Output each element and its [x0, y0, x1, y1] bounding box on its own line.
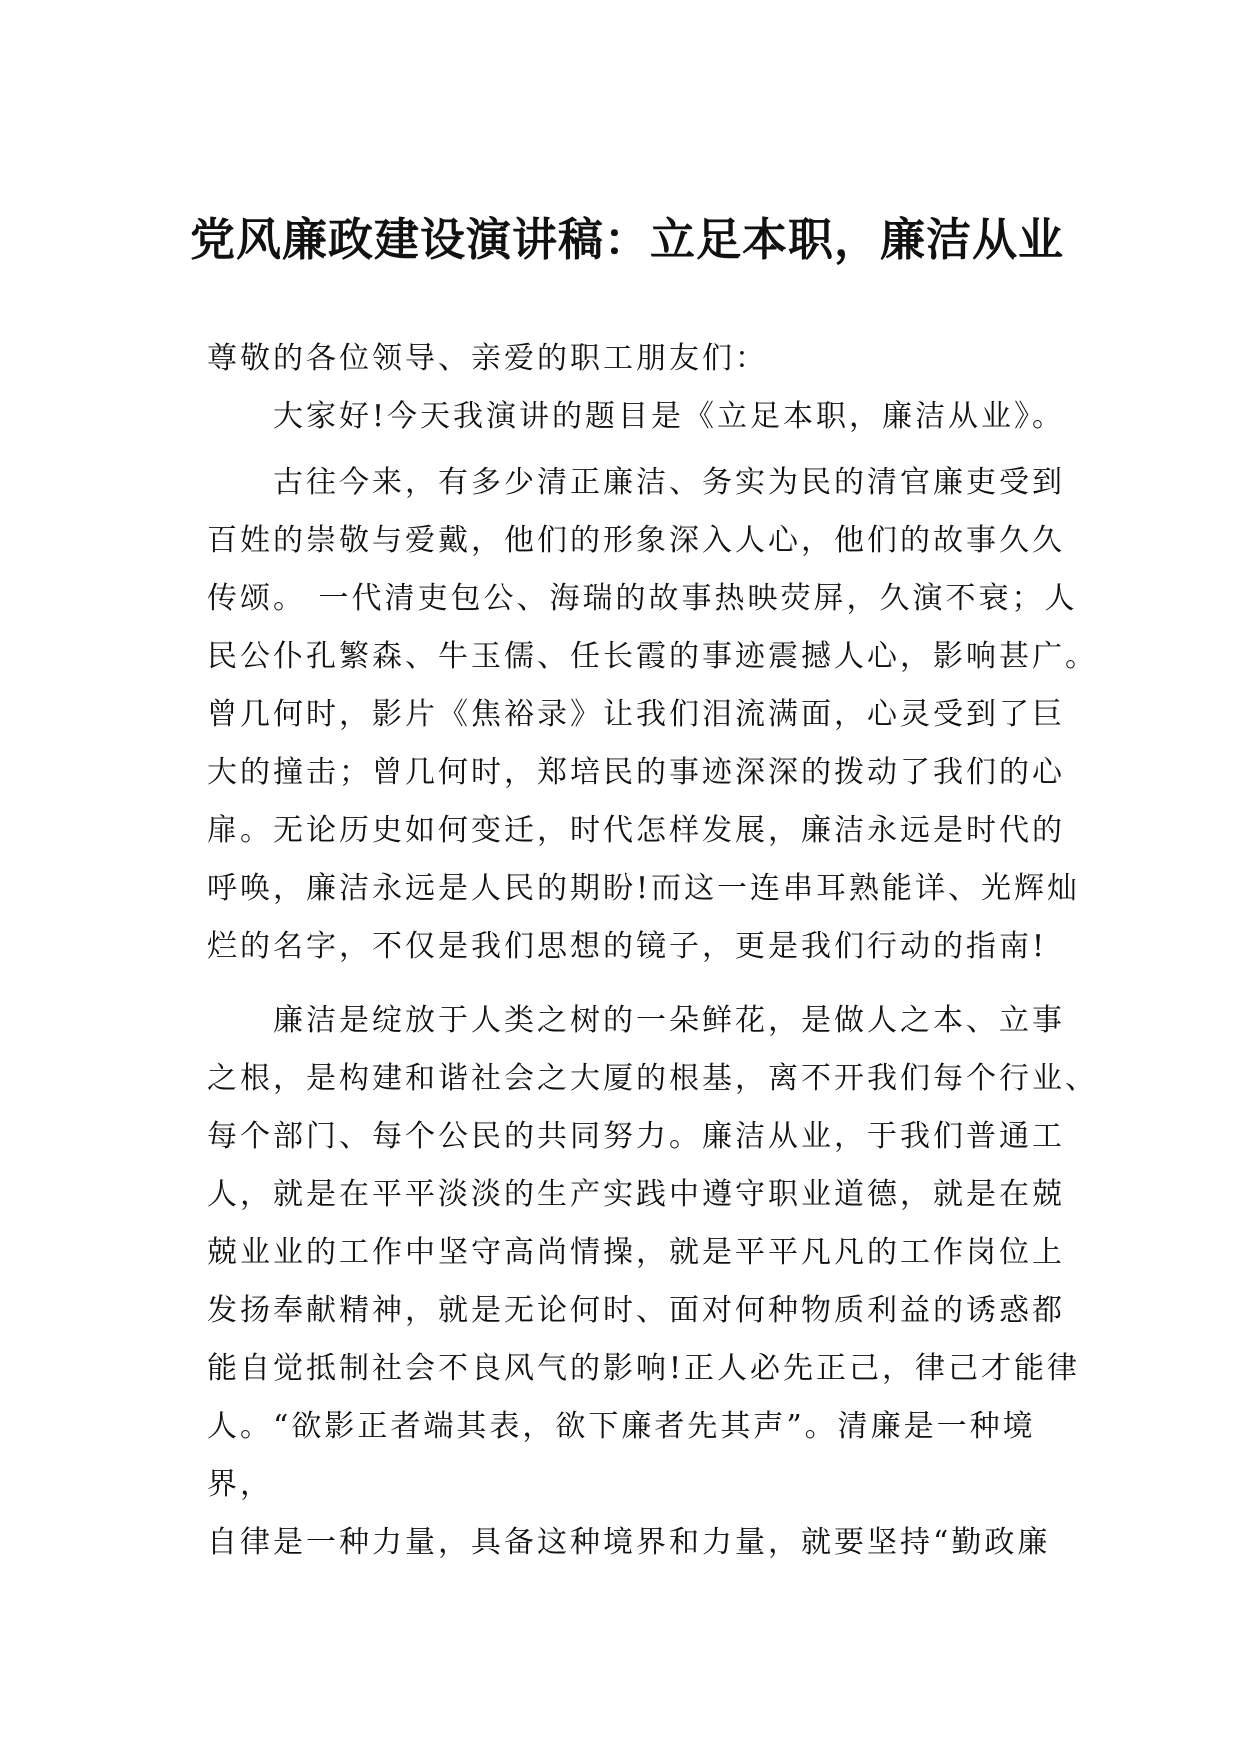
paragraph-line: 扉。无论历史如何变迁，时代怎样发展，廉洁永远是时代的 — [207, 813, 1065, 848]
paragraph-line: 人。“欲影正者端其表，欲下廉者先其声”。清廉是一种境 — [207, 1409, 1036, 1444]
paragraph-line: 每个部门、每个公民的共同努力。廉洁从业，于我们普通工 — [207, 1119, 1065, 1154]
paragraph-line: 界， — [207, 1467, 273, 1502]
salutation: 尊敬的各位领导、亲爱的职工朋友们： — [207, 341, 768, 376]
paragraph-line: 廉洁是绽放于人类之树的一朵鲜花，是做人之本、立事 — [273, 1003, 1065, 1038]
paragraph-line: 人，就是在平平淡淡的生产实践中遵守职业道德，就是在兢 — [207, 1177, 1065, 1212]
paragraph-line: 兢业业的工作中坚守高尚情操，就是平平凡凡的工作岗位上 — [207, 1235, 1065, 1270]
paragraph-line: 大的撞击；曾几何时，郑培民的事迹深深的拨动了我们的心 — [207, 755, 1065, 790]
paragraph-line: 民公仆孔繁森、牛玉儒、任长霞的事迹震撼人心，影响甚广。 — [207, 639, 1098, 674]
paragraph-1 — [207, 388, 1066, 446]
paragraph-line: 大家好!今天我演讲的题目是《立足本职，廉洁从业》。 — [273, 399, 1066, 434]
paragraph-line: 自律是一种力量，具备这种境界和力量，就要坚持“勤政廉 — [207, 1525, 1051, 1560]
paragraph-line: 发扬奉献精神，就是无论何时、面对何种物质利益的诱惑都 — [207, 1293, 1065, 1328]
paragraph-line: 百姓的崇敬与爱戴，他们的形象深入人心，他们的故事久久 — [207, 523, 1065, 558]
paragraph-line: 曾几何时，影片《焦裕录》让我们泪流满面，心灵受到了巨 — [207, 697, 1065, 732]
paragraph-2 — [207, 454, 1098, 976]
paragraph-line: 能自觉抵制社会不良风气的影响!正人必先正己，律己才能律 — [207, 1351, 1081, 1386]
paragraph-line: 传颂。 一代清吏包公、海瑞的故事热映荧屏，久演不衰；人 — [207, 581, 1078, 616]
paragraph-line: 古往今来，有多少清正廉洁、务实为民的清官廉吏受到 — [273, 465, 1065, 500]
paragraph-3 — [207, 992, 1098, 1572]
paragraph-line: 之根，是构建和谐社会之大厦的根基，离不开我们每个行业、 — [207, 1061, 1098, 1096]
document-title: 党风廉政建设演讲稿：立足本职，廉洁从业 — [190, 213, 1065, 266]
document-body — [207, 330, 1098, 1572]
paragraph-line: 烂的名字，不仅是我们思想的镜子，更是我们行动的指南! — [207, 929, 1048, 964]
paragraph-line: 呼唤，廉洁永远是人民的期盼!而这一连串耳熟能详、光辉灿 — [207, 871, 1081, 906]
